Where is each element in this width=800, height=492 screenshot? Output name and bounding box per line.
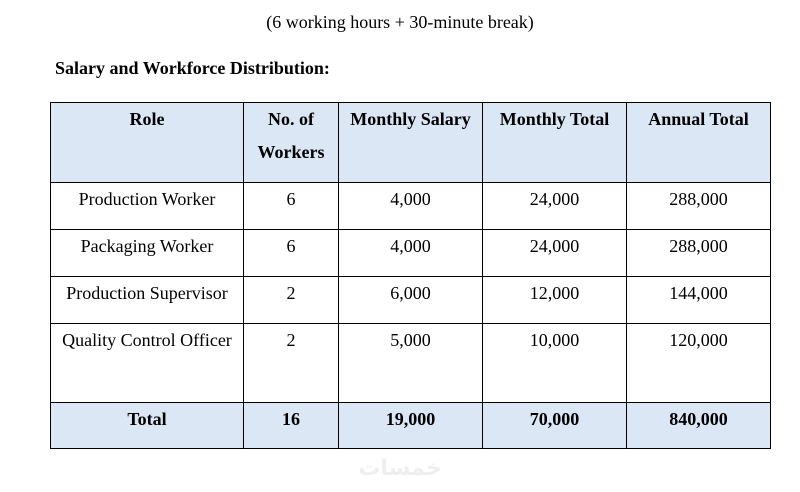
cell-role: Production Supervisor: [51, 277, 244, 324]
total-monthly-salary: 19,000: [339, 403, 483, 449]
cell-monthly-total: 24,000: [483, 230, 627, 277]
table-row: [51, 277, 771, 324]
table-header-row: [51, 103, 771, 183]
watermark-logo: خمسات: [358, 456, 442, 481]
cell-annual-total: 288,000: [627, 230, 771, 277]
table-row: [51, 230, 771, 277]
cell-workers: 2: [244, 324, 339, 403]
cell-monthly-total: 24,000: [483, 183, 627, 230]
cell-role: Quality Control Officer: [51, 324, 244, 403]
total-annual-total: 840,000: [627, 403, 771, 449]
header-role: Role: [51, 103, 244, 183]
cell-monthly-salary: 5,000: [339, 324, 483, 403]
cell-monthly-salary: 4,000: [339, 230, 483, 277]
total-row: [51, 403, 771, 449]
cell-workers: 2: [244, 277, 339, 324]
header-annual-total: Annual Total: [627, 103, 771, 183]
header-monthly-salary: Monthly Salary: [339, 103, 483, 183]
header-monthly-total: Monthly Total: [483, 103, 627, 183]
total-monthly-total: 70,000: [483, 403, 627, 449]
cell-annual-total: 120,000: [627, 324, 771, 403]
section-heading: Salary and Workforce Distribution:: [55, 58, 330, 78]
cell-annual-total: 144,000: [627, 277, 771, 324]
salary-table: [50, 102, 771, 449]
cell-workers: 6: [244, 183, 339, 230]
table-row: [51, 183, 771, 230]
cell-monthly-total: 12,000: [483, 277, 627, 324]
cell-monthly-salary: 6,000: [339, 277, 483, 324]
cell-role: Packaging Worker: [51, 230, 244, 277]
cell-monthly-salary: 4,000: [339, 183, 483, 230]
cell-role: Production Worker: [51, 183, 244, 230]
header-workers: No. of Workers: [244, 103, 339, 183]
table-row: [51, 324, 771, 403]
intro-line: (6 working hours + 30-minute break): [266, 12, 534, 32]
cell-workers: 6: [244, 230, 339, 277]
cell-monthly-total: 10,000: [483, 324, 627, 403]
total-workers: 16: [244, 403, 339, 449]
cell-annual-total: 288,000: [627, 183, 771, 230]
total-label: Total: [51, 403, 244, 449]
